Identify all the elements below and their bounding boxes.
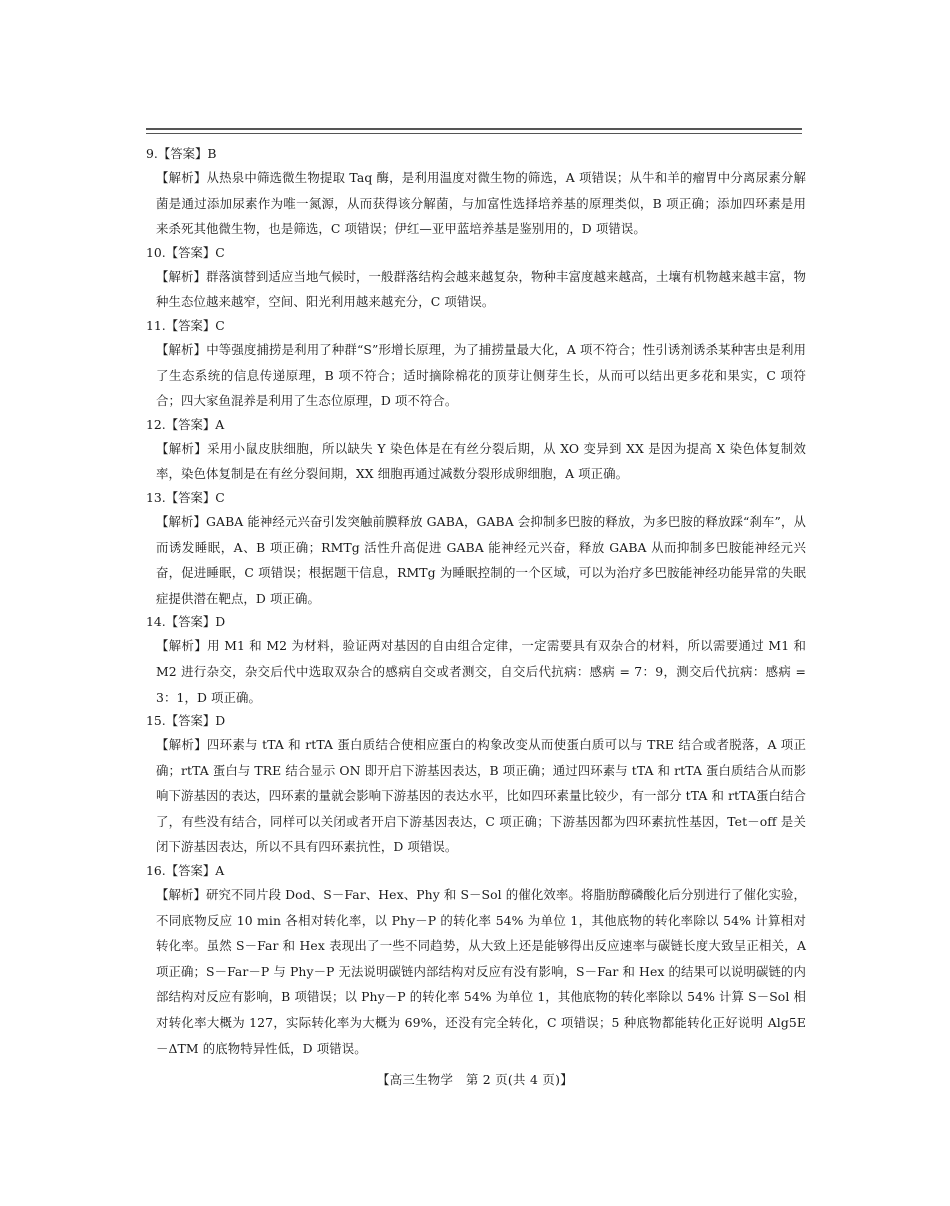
explanation-text: 【解析】群落演替到适应当地气候时，一般群落结构会越来越复杂，物种丰富度越来越高，土壤有机物越来越丰富，物种生态位越来越窄，空间、阳光利用越来越充分，C 项错误。 [156,268,806,310]
explanation-text: 【解析】研究不同片段 Dod、S－Far、Hex、Phy 和 S－Sol 的催化效率。将脂肪醇磷酸化后分别进行了催化实验，不同底物反应 10 min 各相对转化率，以 Phy－P 的转化率 54% 为单位 1，其他底物的转化率除以 54% 计算相对转化率。虽然 S－Far 和 Hex 表现出了一些不同趋势，从大致上还是能够得出反应速率与碳链长度大致呈正相关，A 项正确；S－Far－P 与 Phy－P 无法说明碳链内部结构对反应有没有影响，S－Far 和 Hex 的结果可以说明碳链的内部结构对反应有影响，B 项错误；以 Phy－P 的转化率 54% 为单位 1，其他底物的转化率除以 54% 计算 S－Sol 相对转化率大概为 127，实际转化率为大概为 69%，还没有完全转化，C 项错误；5 种底物都能转化正好说明 Alg5E－ΔTM 的底物特异性低，D 项错误。 [156,887,806,1056]
question-item [146,611,806,710]
answer-content [146,143,806,1061]
question-item [146,710,806,860]
header-rule-thin [146,133,802,134]
question-item [146,860,806,1061]
answer-label: 12.【答案】A [146,416,225,432]
answer-label: 10.【答案】C [146,244,225,260]
question-item [146,487,806,611]
question-item [146,315,806,414]
explanation-text: 【解析】GABA 能神经元兴奋引发突触前膜释放 GABA，GABA 会抑制多巴胺的释放，为多巴胺的释放踩“刹车”，从而诱发睡眠，A、B 项正确；RMTg 活性升高促进 GABA 能神经元兴奋，释放 GABA 从而抑制多巴胺能神经元兴奋，促进睡眠，C 项错误；根据题干信息，RMTg 为睡眠控制的一个区域，可以为治疗多巴胺能神经功能异常的失眠症提供潜在靶点，D 项正确。 [156,513,806,606]
answer-label: 15.【答案】D [146,713,226,729]
question-item [146,414,806,487]
explanation-text: 【解析】中等强度捕捞是利用了种群“S”形增长原理，为了捕捞量最大化，A 项不符合；性引诱剂诱杀某种害虫是利用了生态系统的信息传递原理，B 项不符合；适时摘除棉花的顶芽让侧芽生长，从而可以结出更多花和果实，C 项符合；四大家鱼混养是利用了生态位原理，D 项不符合。 [156,341,806,409]
header-rule-thick [146,128,802,130]
answer-label: 16.【答案】A [146,863,225,879]
answer-label: 11.【答案】C [146,317,225,333]
explanation-text: 【解析】四环素与 tTA 和 rtTA 蛋白质结合使相应蛋白的构象改变从而使蛋白质可以与 TRE 结合或者脱落，A 项正确；rtTA 蛋白与 TRE 结合显示 ON 即开启下游基因表达，B 项正确；通过四环素与 tTA 和 rtTA 蛋白质结合从而影响下游基因的表达，四环素的量就会影响下游基因的表达水平，比如四环素量比较少，有一部分 tTA 和 rtTA蛋白结合了，有些没有结合，同样可以关闭或者开启下游基因表达，C 项正确；下游基因都为四环素抗性基因，Tet－off 是关闭下游基因表达，所以不具有四环素抗性，D 项错误。 [156,737,806,855]
answer-label: 9.【答案】B [146,146,217,161]
explanation-text: 【解析】从热泉中筛选微生物提取 Taq 酶，是利用温度对微生物的筛选，A 项错误；从牛和羊的瘤胃中分离尿素分解菌是通过添加尿素作为唯一氮源，从而获得该分解菌，与加富性选择培养基的原理类似，B 项正确；添加四环素是用来杀死其他微生物，也是筛选，C 项错误；伊红—亚甲蓝培养基是鉴别用的，D 项错误。 [156,170,806,237]
question-item [146,143,806,242]
answer-label: 14.【答案】D [146,614,226,630]
page-footer: 【高三生物学 第 2 页(共 4 页)】 [377,1072,573,1087]
explanation-text: 【解析】采用小鼠皮肤细胞，所以缺失 Y 染色体是在有丝分裂后期，从 XO 变异到 XX 是因为提高 X 染色体复制效率，染色体复制是在有丝分裂间期，XX 细胞再通过减数分裂形成卵细胞，A 项正确。 [156,440,806,482]
question-item [146,242,806,315]
answer-label: 13.【答案】C [146,489,225,505]
explanation-text: 【解析】用 M1 和 M2 为材料，验证两对基因的自由组合定律，一定需要具有双杂合的材料，所以需要通过 M1 和 M2 进行杂交，杂交后代中选取双杂合的感病自交或者测交，自交后代抗病：感病 = 7：9，测交后代抗病：感病 = 3：1，D 项正确。 [156,638,806,705]
